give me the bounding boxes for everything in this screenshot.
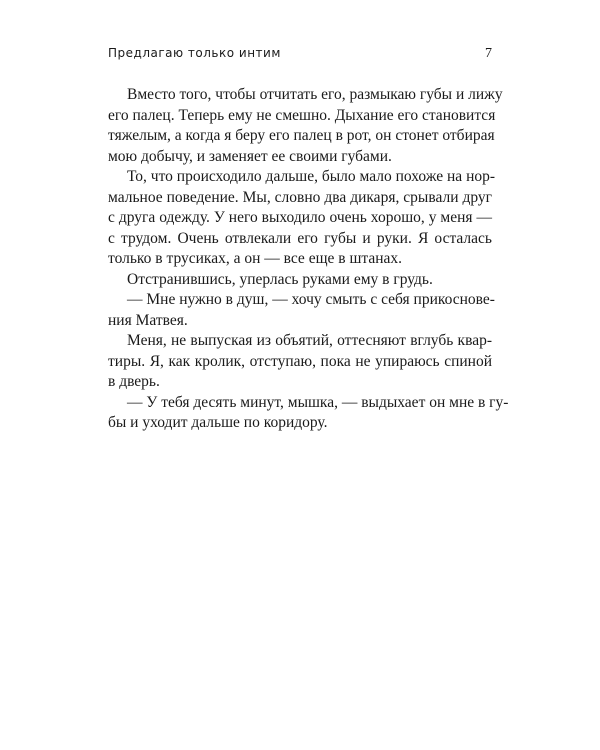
paragraph: [108, 290, 495, 331]
body-text: [108, 85, 509, 434]
text-line: То, что происходило дальше, было мало похоже на нор-: [127, 168, 496, 185]
text-line: Вместо того, чтобы отчитать его, размыкаю губы и лижу: [127, 86, 503, 103]
text-line: — Мне нужно в душ, — хочу смыть с себя прикоснове-: [127, 291, 495, 308]
text-line: в дверь.: [108, 373, 160, 390]
text-line: тиры. Я, как кролик, отступаю, пока не упираюсь спиной: [108, 352, 492, 370]
text-line: с трудом. Очень отвлекали его губы и руки. Я осталась: [108, 229, 492, 247]
text-line: только в трусиках, а он — все еще в штанах.: [108, 250, 403, 267]
paragraph: [108, 331, 492, 393]
paragraph: [108, 85, 503, 167]
running-title: Предлагаю только интим: [108, 46, 281, 60]
text-line: ния Матвея.: [108, 311, 188, 329]
paragraph: [108, 167, 496, 270]
text-line: Меня, не выпуская из объятий, оттесняют вглубь квар-: [127, 332, 492, 349]
running-header: [108, 46, 492, 66]
text-line: — У тебя десять минут, мышка, — выдыхает он мне в гу-: [127, 393, 509, 411]
text-line: его палец. Теперь ему не смешно. Дыхание его становится: [108, 106, 496, 124]
text-line: мою добычу, и заменяет ее своими губами.: [108, 147, 392, 165]
text-line: мальное поведение. Мы, словно два дикаря, срывали друг: [108, 188, 492, 206]
text-line: тяжелым, а когда я беру его палец в рот, он стонет отбирая: [108, 127, 495, 144]
page-number: 7: [485, 46, 492, 61]
text-line: бы и уходит дальше по коридору.: [108, 414, 328, 431]
text-line: с друга одежду. У него выходило очень хорошо, у меня —: [108, 209, 492, 226]
paragraph: [108, 270, 492, 291]
paragraph: [108, 393, 509, 434]
text-line: Отстранившись, уперлась руками ему в грудь.: [127, 270, 433, 288]
